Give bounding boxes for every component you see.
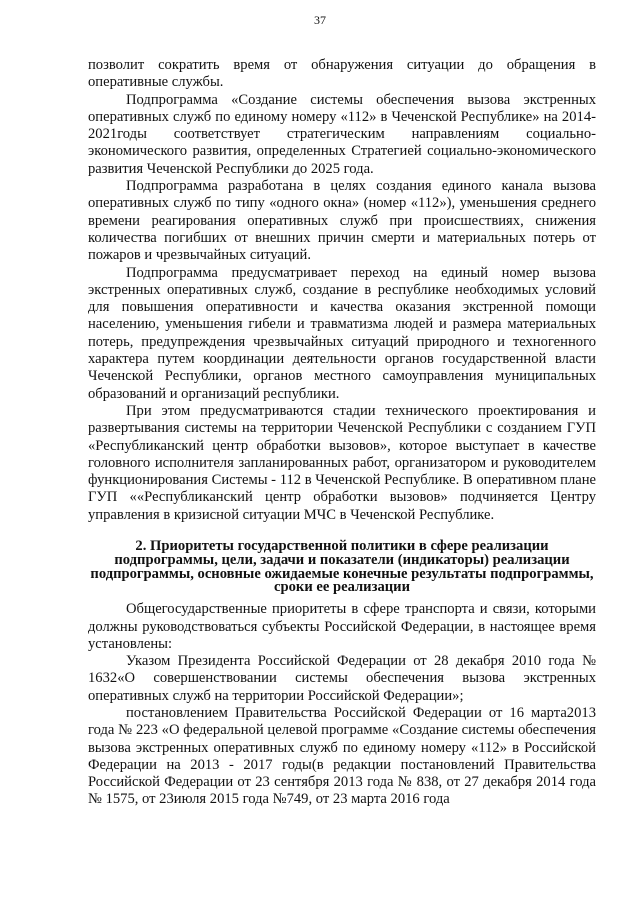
paragraph-subprogram-alignment: Подпрограмма «Создание системы обеспечения вызова экстренных оперативных служб по единому номеру «112» в Чеченской Республике» на 2014-2021годы соответствует стратегическим направлениям социально-экономического развития, определенных Стратегией социально-экономического развития Чеченской Республики до 2025 года. [88, 91, 596, 177]
paragraph-subprogram-purpose: Подпрограмма разработана в целях создания единого канала вызова оперативных служб по типу «одного окна» (номер «112»), уменьшения среднего времени реагирования оперативных служб при происшествиях, снижения количества погибших от внешних причин смерти и материальных потерь от пожаров и чрезвычайных ситуаций. [88, 178, 596, 264]
paragraph-priorities: Общегосударственные приоритеты в сфере транспорта и связи, которыми должны руководствоваться субъекты Российской Федерации, в настоящее время установлены: [88, 601, 596, 652]
paragraph-government-resolution: постановлением Правительства Российской Федерации от 16 марта2013 года № 223 «О федеральной целевой программе «Создание системы обеспечения вызова экстренных оперативных служб по единому номеру «112» в Российской Федерации на 2013 - 2017 годы(в редакции постановлений Правительства Российской Федерации от 23 сентября 2013 года № 838, от 27 декабря 2014 года № 1575, от 23июля 2015 года №749, от 23 марта 2016 года [88, 704, 596, 808]
paragraph-subprogram-provisions: Подпрограмма предусматривает переход на единый номер вызова экстренных оперативных служб, создание в республике необходимых условий для повышения оперативности и качества оказания экстренной помощи населению, уменьшения гибели и травматизма людей и размера материальных потерь, предупреждения чрезвычайных ситуаций природного и техногенного характера путем координации деятельности органов государственной власти Чеченской Республики, органов местного самоуправления муниципальных образований и организаций республики. [88, 264, 596, 402]
paragraph-presidential-decree: Указом Президента Российской Федерации от 28 декабря 2010 года № 1632«О совершенствовании системы обеспечения вызова экстренных оперативных служб на территории Российской Федерации»; [88, 653, 596, 704]
paragraph-continuation: позволит сократить время от обнаружения ситуации до обращения в оперативные службы. [88, 57, 596, 91]
document-body [88, 57, 596, 809]
paragraph-implementation-stages: При этом предусматриваются стадии технического проектирования и развертывания системы на территории Чеченской Республики с созданием ГУП «Республиканский центр обработки вызовов», которое выступает в качестве головного исполнителя запланированных работ, организатором и руководителем функционирования Системы - 112 в Чеченской Республике. В оперативном плане ГУП ««Республиканский центр обработки вызовов» подчиняется Центру управления в кризисной ситуации МЧС в Чеченской Республике. [88, 402, 596, 523]
section-heading: 2. Приоритеты государственной политики в сфере реализации подпрограммы, цели, задачи и показатели (индикаторы) реализации подпрограммы, основные ожидаемые конечные результаты подпрограммы, сроки ее реализации [90, 538, 594, 596]
page-number: 37 [314, 13, 326, 27]
